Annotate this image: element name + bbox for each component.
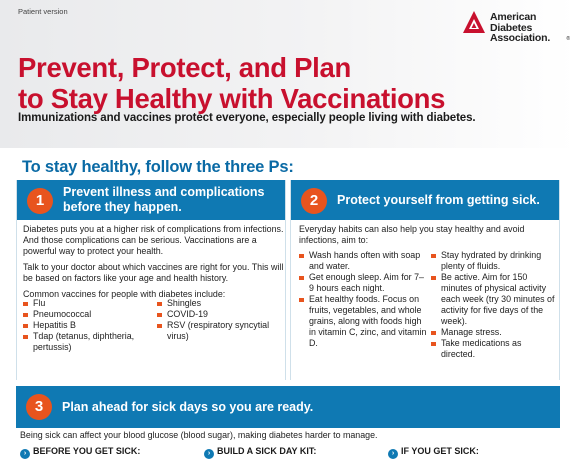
if-sick-heading: › IF YOU GET SICK: <box>388 446 479 459</box>
card-prevent-para3: Common vaccines for people with diabetes include: <box>23 289 226 299</box>
registered-mark: ® <box>566 36 570 42</box>
list-item: Stay hydrated by drinking plenty of fluids. <box>431 250 557 272</box>
card-plan-title: Plan ahead for sick days so you are ready. <box>62 400 314 414</box>
ada-logo-text: American Diabetes Association. <box>490 11 551 44</box>
vaccine-list-left <box>23 298 153 353</box>
before-sick-heading: › BEFORE YOU GET SICK: <box>20 446 140 459</box>
card-plan-intro: Being sick can affect your blood glucose (blood sugar), making diabetes harder to manage. <box>20 430 378 440</box>
page-subtitle: Immunizations and vaccines protect everyone, especially people living with diabetes. <box>18 112 476 124</box>
habits-list-left <box>299 250 427 349</box>
card-protect-title: Protect yourself from getting sick. <box>337 193 540 207</box>
vaccine-list-right <box>157 298 281 342</box>
card-protect-header <box>291 180 559 220</box>
card-plan-header <box>16 386 560 428</box>
list-item: Wash hands often with soap and water. <box>299 250 427 272</box>
arrow-right-icon: › <box>20 449 30 459</box>
ada-logo <box>462 10 572 46</box>
three-ps-heading: To stay healthy, follow the three Ps: <box>22 158 294 176</box>
list-item: RSV (respiratory syncytial virus) <box>157 320 281 342</box>
list-item: Hepatitis B <box>23 320 153 331</box>
list-item: Eat healthy foods. Focus on fruits, vegetables, and whole grains, along with foods high in vitamin C, zinc, and vitamin D. <box>299 294 427 349</box>
sick-day-kit-heading: › BUILD A SICK DAY KIT: <box>204 446 316 459</box>
step-3-badge: 3 <box>26 394 52 420</box>
list-item: Manage stress. <box>431 327 557 338</box>
card-prevent-header <box>17 180 285 220</box>
list-item: Flu <box>23 298 153 309</box>
card-protect-intro: Everyday habits can also help you stay healthy and avoid infections, aim to: <box>299 224 525 245</box>
step-1-badge: 1 <box>27 188 53 214</box>
list-item: Pneumococcal <box>23 309 153 320</box>
arrow-right-icon: › <box>204 449 214 459</box>
card-prevent-para1: Diabetes puts you at a higher risk of complications from infections. And those complications can be serious. Vaccinations are a powerful way to protect your health. <box>23 224 284 256</box>
habits-list-right <box>431 250 557 360</box>
card-prevent-para2: Talk to your doctor about which vaccines are right for you. This will be based on factors like your age and health history. <box>23 262 284 283</box>
ada-triangle-logo-icon <box>462 10 486 40</box>
step-2-badge: 2 <box>301 188 327 214</box>
list-item: COVID-19 <box>157 309 281 320</box>
list-item: Get enough sleep. Aim for 7–9 hours each night. <box>299 272 427 294</box>
list-item: Be active. Aim for 150 minutes of physical activity each week (try 30 minutes of activity for five days of the week). <box>431 272 557 327</box>
header-banner <box>0 0 576 148</box>
list-item: Shingles <box>157 298 281 309</box>
list-item: Take medications as directed. <box>431 338 557 360</box>
list-item: Tdap (tetanus, diphtheria, pertussis) <box>23 331 153 353</box>
page-title: Prevent, Protect, and Plan to Stay Healthy with Vaccinations <box>18 52 446 114</box>
card-prevent-title: Prevent illness and complications before they happen. <box>63 185 265 214</box>
patient-version-label: Patient version <box>18 7 68 16</box>
card-protect <box>290 180 560 380</box>
card-prevent <box>16 180 286 380</box>
arrow-right-icon: › <box>388 449 398 459</box>
card-prevent-body <box>23 224 285 302</box>
